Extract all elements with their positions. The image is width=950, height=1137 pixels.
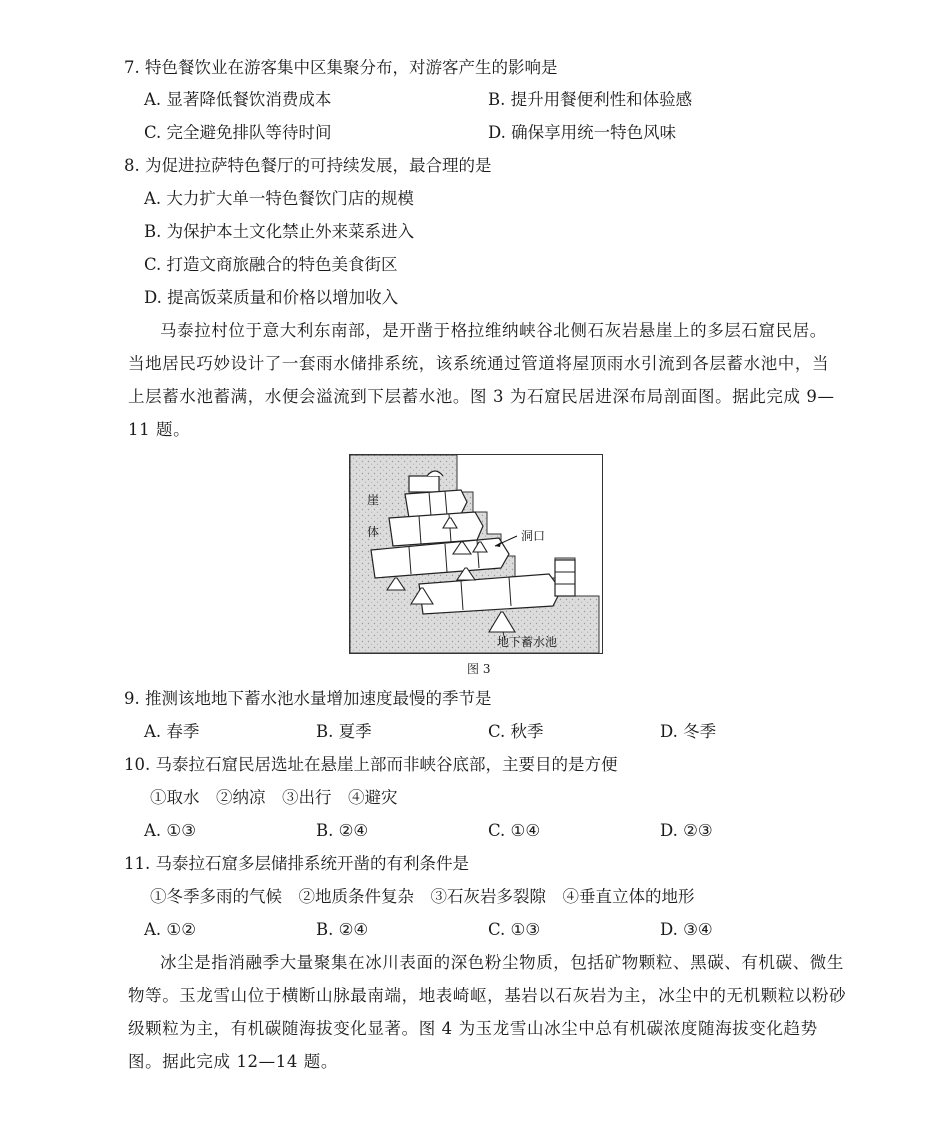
passage-2-line-4: 图。据此完成 12—14 题。 — [128, 1052, 338, 1071]
passage-1-line-2: 当地居民巧妙设计了一套雨水储排系统，该系统通过管道将屋顶雨水引流到各层蓄水池中，当 — [128, 354, 830, 373]
question-9-option-a: A. 春季 — [144, 722, 200, 741]
passage-2-line-2: 物等。玉龙雪山位于横断山脉最南端，地表崎岖，基岩以石灰岩为主，冰尘中的无机颗粒以粉砂 — [128, 986, 847, 1005]
label-cliff-char-2: 体 — [367, 525, 380, 539]
question-10-option-a: A. ①③ — [144, 821, 196, 840]
passage-1-line-1: 马泰拉村位于意大利东南部，是开凿于格拉维纳峡谷北侧石灰岩悬崖上的多层石窟民居。 — [160, 321, 827, 340]
passage-2-line-1: 冰尘是指消融季大量聚集在冰川表面的深色粉尘物质，包括矿物颗粒、黑碳、有机碳、微生 — [160, 953, 844, 972]
passage-1-line-3: 上层蓄水池蓄满，水便会溢流到下层蓄水池。图 3 为石窟民居进深布局剖面图。据此完成 9— — [128, 387, 835, 406]
question-10-stem: 10. 马泰拉石窟民居选址在悬崖上部而非峡谷底部，主要目的是方便 — [124, 755, 618, 774]
question-10-option-b: B. ②④ — [316, 821, 369, 840]
question-11-stem: 11. 马泰拉石窟多层储排系统开凿的有利条件是 — [124, 854, 469, 873]
question-7-option-a: A. 显著降低餐饮消费成本 — [144, 90, 332, 109]
question-11-option-a: A. ①② — [144, 920, 196, 939]
question-11-option-b: B. ②④ — [316, 920, 369, 939]
question-10-option-c: C. ①④ — [488, 821, 541, 840]
label-opening: 洞口 — [521, 529, 546, 543]
question-10-items: ①取水 ②纳凉 ③出行 ④避灾 — [150, 788, 398, 807]
label-cliff-char-1: 崖 — [367, 493, 380, 507]
question-9-option-d: D. 冬季 — [660, 722, 717, 741]
passage-1-line-4: 11 题。 — [128, 420, 191, 439]
passage-2-line-3: 级颗粒为主，有机碳随海拔变化显著。图 4 为玉龙雪山冰尘中总有机碳浓度随海拔变化趋势 — [128, 1019, 818, 1038]
question-8-option-d: D. 提高饭菜质量和价格以增加收入 — [144, 288, 399, 307]
question-11-option-c: C. ①③ — [488, 920, 541, 939]
question-8-option-c: C. 打造文商旅融合的特色美食街区 — [144, 255, 398, 274]
question-7-stem: 7. 特色餐饮业在游客集中区集聚分布，对游客产生的影响是 — [124, 58, 558, 77]
dwelling-level-1 — [409, 476, 439, 492]
question-9-stem: 9. 推测该地地下蓄水池水量增加速度最慢的季节是 — [124, 689, 492, 708]
question-8-option-b: B. 为保护本土文化禁止外来菜系进入 — [144, 222, 415, 241]
question-7-option-d: D. 确保享用统一特色风味 — [488, 123, 677, 142]
question-9-option-b: B. 夏季 — [316, 722, 372, 741]
question-9-option-c: C. 秋季 — [488, 722, 544, 741]
outer-building — [555, 560, 575, 596]
figure-3-cave-dwelling-section — [349, 454, 603, 654]
question-7-option-b: B. 提升用餐便利性和体验感 — [488, 90, 693, 109]
question-11-option-d: D. ③④ — [660, 920, 713, 939]
question-8-option-a: A. 大力扩大单一特色餐饮门店的规模 — [144, 189, 414, 208]
question-7-option-c: C. 完全避免排队等待时间 — [144, 123, 332, 142]
question-8-stem: 8. 为促进拉萨特色餐厅的可持续发展，最合理的是 — [124, 156, 492, 175]
label-underground-cistern: 地下蓄水池 — [497, 635, 558, 649]
cave-section-diagram — [349, 454, 603, 654]
figure-3-caption: 图 3 — [467, 662, 491, 676]
question-11-items: ①冬季多雨的气候 ②地质条件复杂 ③石灰岩多裂隙 ④垂直立体的地形 — [150, 887, 695, 906]
question-10-option-d: D. ②③ — [660, 821, 713, 840]
